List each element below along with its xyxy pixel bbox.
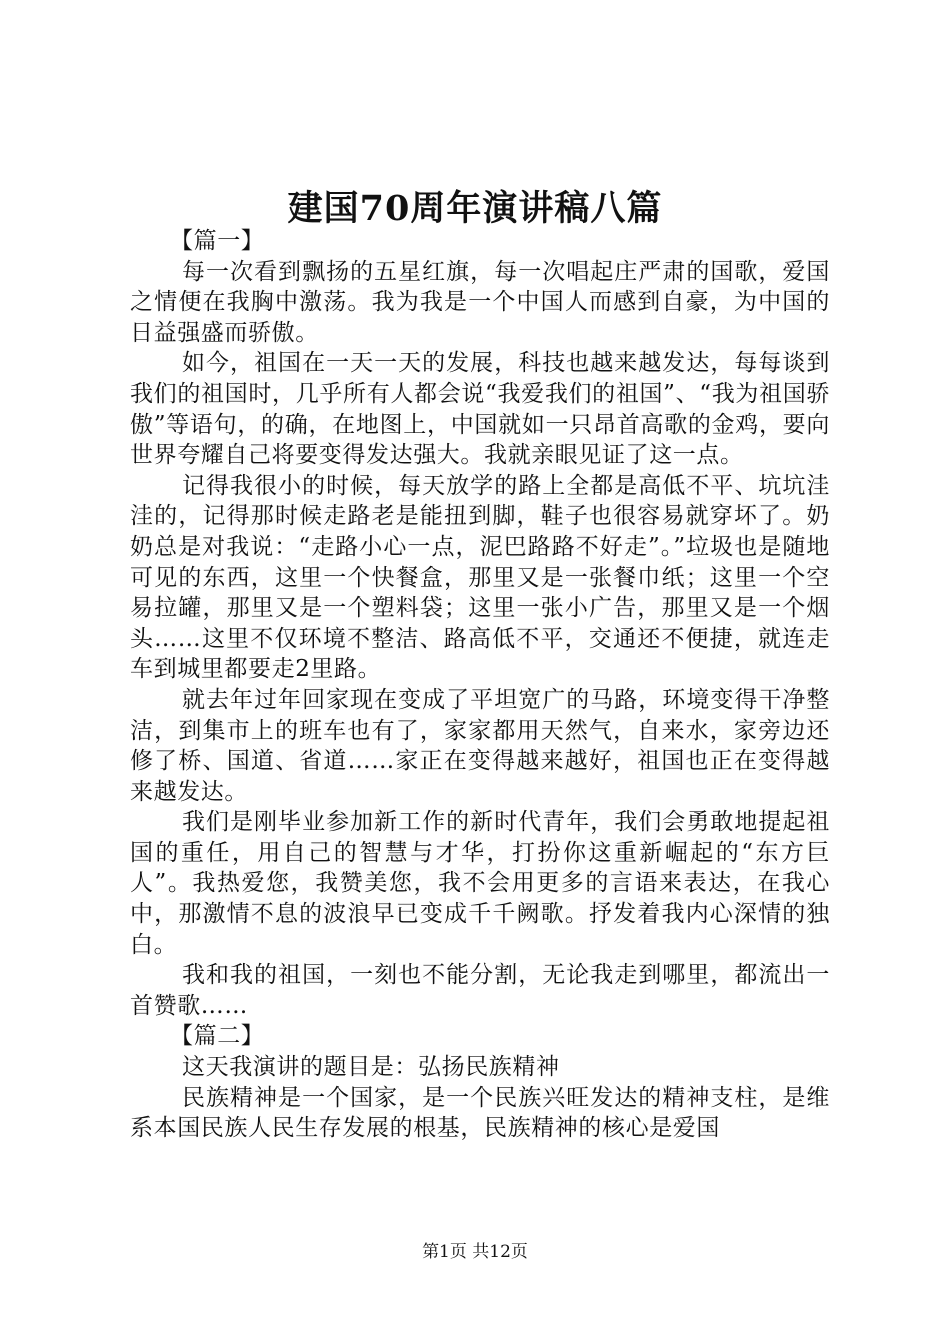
paragraph: 我们是刚毕业参加新工作的新时代青年，我们会勇敢地提起祖国的重任，用自己的智慧与才华，打扮你这重新崛起的“东方巨人”。我热爱您，我赞美您，我不会用更多的言语来表达，在我心中，那激情不息的波浪早已变成千千阙歌。抒发着我内心深情的独白。 xyxy=(130,809,830,958)
paragraph: 如今，祖国在一天一天的发展，科技也越来越发达，每每谈到我们的祖国时，几乎所有人都会说“我爱我们的祖国”、“我为祖国骄傲”等语句，的确，在地图上，中国就如一只昂首高歌的金鸡，要向世界夸耀自己将要变得发达强大。我就亲眼见证了这一点。 xyxy=(130,350,830,469)
paragraph: 每一次看到飘扬的五星红旗，每一次唱起庄严肃的国歌，爱国之情便在我胸中激荡。我为我是一个中国人而感到自豪，为中国的日益强盛而骄傲。 xyxy=(130,258,830,346)
paragraph: 我和我的祖国，一刻也不能分割，无论我走到哪里，都流出一首赞歌…… xyxy=(130,962,830,1019)
section-heading: 【篇一】 xyxy=(170,228,265,254)
page-footer: 第1页 共12页 xyxy=(422,1242,528,1262)
paragraph: 这天我演讲的题目是：弘扬民族精神 xyxy=(182,1054,560,1081)
section-heading: 【篇二】 xyxy=(170,1023,265,1050)
paragraph: 记得我很小的时候，每天放学的路上全都是高低不平、坑坑洼洼的，记得那时候走路老是能扭到脚，鞋子也很容易就穿坏了。奶奶总是对我说：“走路小心一点，泥巴路路不好走”。”垃圾也是随地可见的东西，这里一个快餐盒，那里又是一张餐巾纸；这里一个空易拉罐，那里又是一个塑料袋；这里一张小广告，那里又是一个烟头……这里不仅环境不整洁、路高低不平，交通还不便捷，就连走车到城里都要走2里路。 xyxy=(130,472,830,683)
paragraph: 民族精神是一个国家，是一个民族兴旺发达的精神支柱，是维系本国民族人民生存发展的根基，民族精神的核心是爱国 xyxy=(130,1084,830,1142)
document-body xyxy=(130,226,830,1144)
document-title: 建国70周年演讲稿八篇 xyxy=(287,188,663,229)
paragraph: 就去年过年回家现在变成了平坦宽广的马路，环境变得干净整洁，到集市上的班车也有了，家家都用天然气，自来水，家旁边还修了桥、国道、省道……家正在变得越来越好，祖国也正在变得越来越发达。 xyxy=(130,686,830,805)
